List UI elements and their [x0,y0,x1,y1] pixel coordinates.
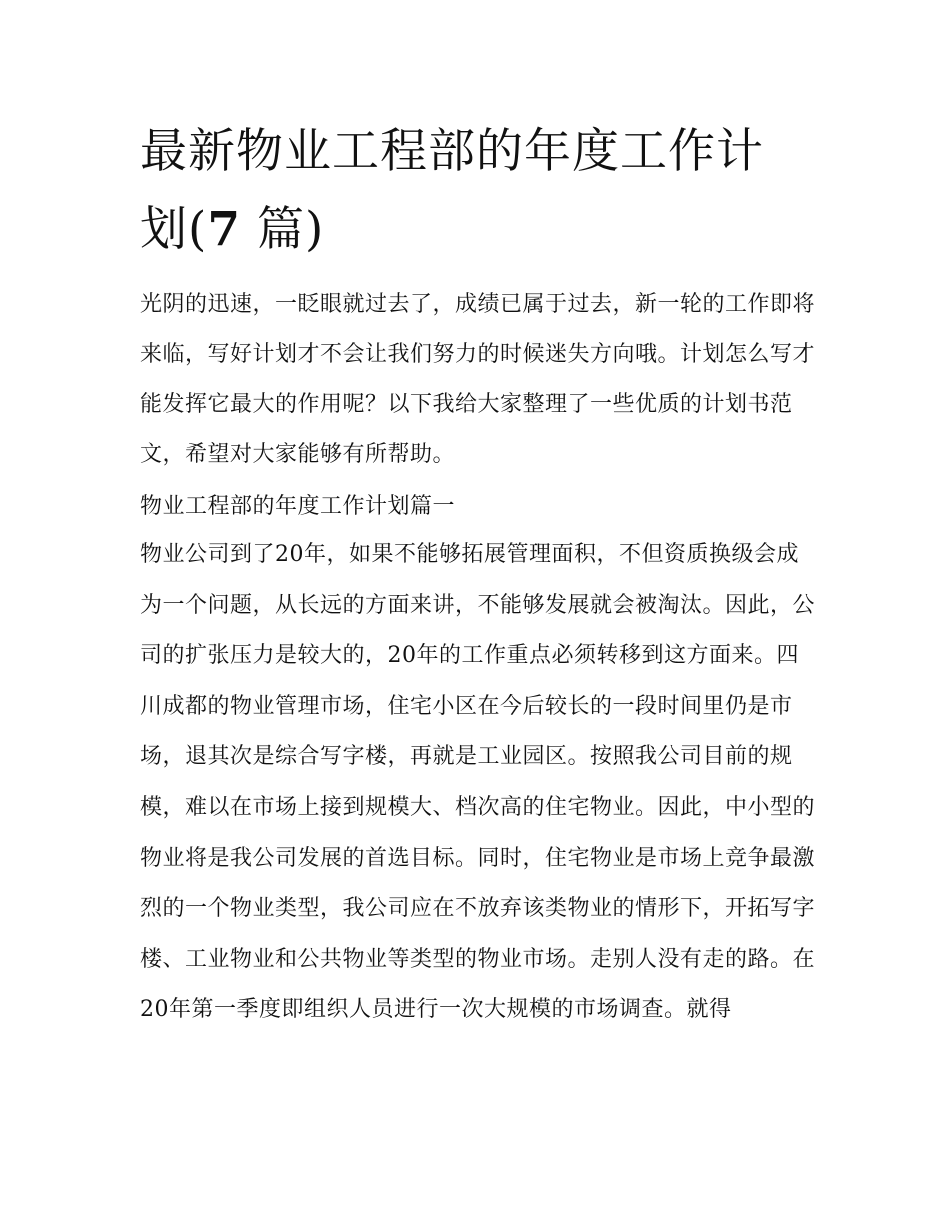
body-paragraph: 物业公司到了20年，如果不能够拓展管理面积，不但资质换级会成为一个问题，从长远的方面来讲，不能够发展就会被淘汰。因此，公司的扩张压力是较大的，20年的工作重点必须转移到这方面来。四川成都的物业管理市场，住宅小区在今后较长的一段时间里仍是市场，退其次是综合写字楼，再就是工业园区。按照我公司目前的规模，难以在市场上接到规模大、档次高的住宅物业。因此，中小型的物业将是我公司发展的首选目标。同时，住宅物业是市场上竞争最激烈的一个物业类型，我公司应在不放弃该类物业的情形下，开拓写字楼、工业物业和公共物业等类型的物业市场。走别人没有走的路。在20年第一季度即组织人员进行一次大规模的市场调查。就得 [140,542,816,1023]
title-number: 7 [207,202,242,257]
intro-paragraph: 光阴的迅速，一眨眼就过去了，成绩已属于过去，新一轮的工作即将来临，写好计划才不会让我们努力的时候迷失方向哦。计划怎么写才能发挥它最大的作用呢？以下我给大家整理了一些优质的计划书范文，希望对大家能够有所帮助。 [140,292,816,467]
title-line-2-suffix: 篇) [241,202,325,257]
title-line-1: 最新物业工程部的年度工作计 [140,124,764,179]
title-line-2-prefix: 划( [140,202,208,257]
section-heading: 物业工程部的年度工作计划篇一 [140,494,456,519]
document-title [140,113,820,269]
